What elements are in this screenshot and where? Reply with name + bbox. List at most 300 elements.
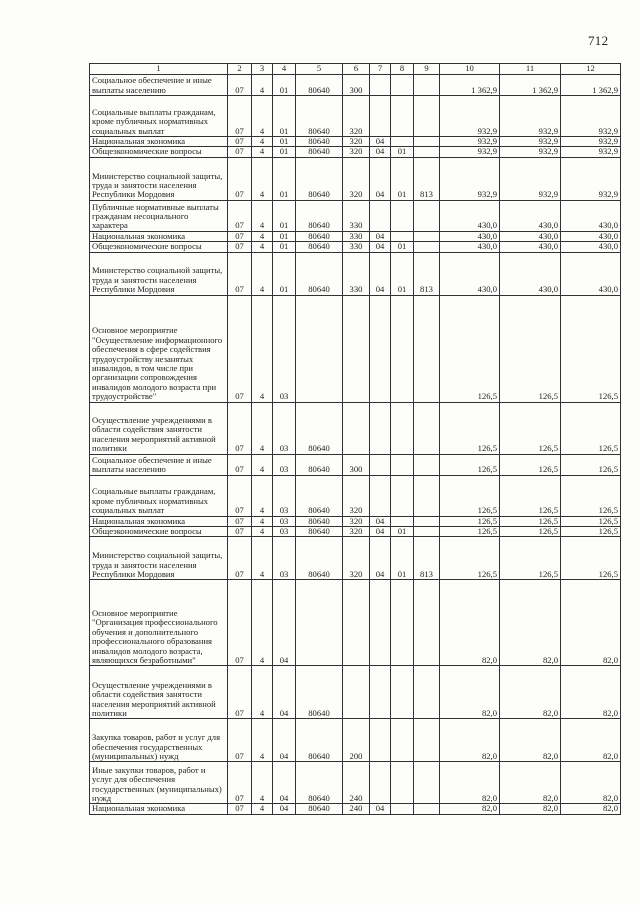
table-row [90,454,621,475]
code-cell [343,295,370,402]
cell-text: 126,5 [598,516,618,526]
code-cell [370,475,391,516]
amount-cell [500,242,561,252]
amount-cell [500,537,561,580]
cell-text: 430,0 [477,220,497,231]
cell-text: 4 [259,803,265,814]
code-cell [391,475,414,516]
amount-cell [561,75,621,96]
amount-cell [500,157,561,200]
table-row [90,537,621,580]
amount-cell [500,762,561,804]
cell-text: 07 [235,793,244,804]
row-name-text: Общеэкономические вопросы [92,241,202,252]
table-row [90,200,621,231]
amount-cell [440,96,500,137]
code-cell [228,527,252,537]
code-cell [228,804,252,814]
table-row [90,402,621,454]
code-cell [391,666,414,719]
code-cell [228,137,252,147]
cell-text: 80640 [308,793,330,804]
amount-cell [440,666,500,719]
code-cell [252,75,273,96]
code-cell [296,537,343,580]
cell-text: 07 [235,189,244,200]
cell-text: 4 [259,793,265,804]
code-cell [370,580,391,666]
amount-cell [500,75,561,96]
amount-cell [561,580,621,666]
cell-text: 80640 [308,516,330,526]
code-cell [228,242,252,252]
header-row [90,64,621,75]
amount-cell [440,580,500,666]
code-cell [252,147,273,157]
cell-text: 4 [259,751,265,762]
code-cell [296,516,343,526]
cell-text: 82,0 [602,803,618,814]
cell-text: 03 [279,443,289,454]
cell-text: 330 [349,284,363,295]
code-cell [296,580,343,666]
row-name-text: Закупка товаров, работ и услуг для обеспечения государственных (муниципальных) нужд [92,732,221,762]
cell-text: 430,0 [538,284,558,295]
code-cell [252,402,273,454]
table-row [90,719,621,762]
code-cell [391,527,414,537]
cell-text: 01 [397,146,407,157]
cell-text: 03 [279,464,289,475]
code-cell [343,580,370,666]
code-cell [414,252,440,295]
code-cell [414,454,440,475]
table-row [90,804,621,814]
code-cell [296,147,343,157]
code-cell [343,475,370,516]
cell-text: 932,9 [477,189,497,200]
code-cell [343,527,370,537]
cell-text: 07 [235,125,244,136]
code-cell [273,527,296,537]
code-cell [391,295,414,402]
cell-text: 07 [235,443,244,454]
row-name-text: Национальная экономика [92,231,186,241]
code-cell [228,252,252,295]
row-name-cell [90,719,228,762]
code-cell [370,75,391,96]
cell-text: 126,5 [538,391,558,402]
cell-text: 126,5 [598,526,618,537]
amount-cell [561,402,621,454]
code-cell [343,137,370,147]
cell-text: 200 [349,751,363,762]
amount-cell [500,231,561,241]
row-name-text: Социальные выплаты гражданам, кроме публичных нормативных социальных выплат [92,106,216,136]
cell-text: 4 [259,708,265,719]
code-cell [228,516,252,526]
amount-cell [561,231,621,241]
code-cell [228,537,252,580]
amount-cell [561,537,621,580]
table-row [90,527,621,537]
amount-cell [500,252,561,295]
code-cell [273,96,296,137]
amount-cell [440,200,500,231]
cell-text: 01 [279,125,289,136]
amount-cell [440,762,500,804]
cell-text: 04 [375,526,385,537]
cell-text: 430,0 [477,241,497,252]
row-name-cell [90,454,228,475]
row-name-cell [90,75,228,96]
code-cell [391,516,414,526]
code-cell [228,580,252,666]
code-cell [343,96,370,137]
amount-cell [500,516,561,526]
cell-text: 82,0 [481,803,497,814]
row-name-cell [90,231,228,241]
cell-text: 126,5 [477,569,497,580]
code-cell [273,157,296,200]
cell-text: 04 [279,803,289,814]
amount-cell [561,295,621,402]
budget-table [89,63,621,815]
cell-text: 04 [375,569,385,580]
cell-text: 813 [420,189,433,200]
code-cell [252,580,273,666]
cell-text: 07 [235,803,244,814]
cell-text: 80640 [308,220,330,231]
cell-text: 80640 [308,241,330,252]
cell-text: 126,5 [538,464,558,475]
cell-text: 03 [279,569,289,580]
code-cell [370,96,391,137]
code-cell [414,666,440,719]
cell-text: 03 [279,516,289,526]
code-cell [273,402,296,454]
amount-cell [500,527,561,537]
cell-text: 300 [349,84,363,95]
code-cell [296,231,343,241]
row-name-cell [90,537,228,580]
cell-text: 932,9 [477,125,497,136]
amount-cell [500,804,561,814]
cell-text: 07 [235,284,244,295]
cell-text: 82,0 [602,708,618,719]
code-cell [228,231,252,241]
amount-cell [440,516,500,526]
row-name-cell [90,242,228,252]
code-cell [414,580,440,666]
cell-text: 4 [259,241,265,252]
cell-text: 932,9 [538,146,558,157]
code-cell [391,75,414,96]
cell-text: 126,5 [598,391,618,402]
cell-text: 07 [235,751,244,762]
row-name-text: Осуществление учреждениями в области содействия занятости населения мероприятий активной политики [92,415,216,454]
row-name-cell [90,516,228,526]
amount-cell [440,402,500,454]
code-cell [252,537,273,580]
cell-text: 82,0 [481,655,497,666]
row-name-text: Министерство социальной защиты, труда и занятости населения Республики Мордовия [92,265,223,295]
cell-text: 430,0 [477,231,497,241]
cell-text: 82,0 [602,655,618,666]
cell-text: 300 [349,464,363,475]
code-cell [273,75,296,96]
cell-text: 932,9 [598,125,618,136]
code-cell [252,454,273,475]
cell-text: 430,0 [598,284,618,295]
header-cell: 9 [414,64,440,75]
cell-text: 430,0 [477,284,497,295]
row-name-cell [90,402,228,454]
cell-text: 04 [375,136,385,146]
row-name-cell [90,200,228,231]
code-cell [252,804,273,814]
amount-cell [440,295,500,402]
amount-cell [500,402,561,454]
row-name-text: Иные закупки товаров, работ и услуг для обеспечения государственных (муниципальных) нужд [92,764,222,804]
cell-text: 430,0 [538,241,558,252]
cell-text: 01 [279,231,289,241]
code-cell [391,137,414,147]
table-row [90,147,621,157]
code-cell [414,200,440,231]
cell-text: 430,0 [598,231,618,241]
table-row [90,475,621,516]
cell-text: 932,9 [477,136,497,146]
code-cell [228,200,252,231]
cell-text: 126,5 [538,443,558,454]
amount-cell [500,454,561,475]
cell-text: 07 [235,464,244,475]
cell-text: 04 [375,189,385,200]
code-cell [228,75,252,96]
code-cell [370,516,391,526]
code-cell [273,537,296,580]
cell-text: 07 [235,84,244,95]
code-cell [228,96,252,137]
amount-cell [561,147,621,157]
row-name-cell [90,157,228,200]
code-cell [414,157,440,200]
code-cell [343,537,370,580]
amount-cell [440,137,500,147]
code-cell [343,402,370,454]
row-name-cell [90,137,228,147]
header-cell: 8 [391,64,414,75]
code-cell [343,719,370,762]
amount-cell [500,200,561,231]
cell-text: 4 [259,84,265,95]
cell-text: 126,5 [538,505,558,516]
code-cell [296,200,343,231]
cell-text: 01 [279,241,289,252]
cell-text: 82,0 [481,751,497,762]
amount-cell [561,157,621,200]
cell-text: 82,0 [542,751,558,762]
amount-cell [440,537,500,580]
code-cell [391,454,414,475]
row-name-cell [90,147,228,157]
code-cell [228,402,252,454]
cell-text: 80640 [308,84,330,95]
code-cell [296,252,343,295]
amount-cell [440,242,500,252]
cell-text: 126,5 [477,391,497,402]
cell-text: 82,0 [542,803,558,814]
cell-text: 126,5 [477,516,497,526]
code-cell [343,454,370,475]
header-cell: 12 [561,64,621,75]
code-cell [252,475,273,516]
code-cell [228,475,252,516]
cell-text: 01 [397,189,407,200]
cell-text: 07 [235,569,244,580]
code-cell [273,804,296,814]
row-name-cell [90,295,228,402]
cell-text: 80640 [308,751,330,762]
cell-text: 07 [235,241,244,252]
amount-cell [561,454,621,475]
code-cell [296,137,343,147]
cell-text: 330 [349,241,363,252]
amount-cell [500,295,561,402]
amount-cell [500,96,561,137]
cell-text: 01 [397,526,407,537]
code-cell [343,762,370,804]
code-cell [370,537,391,580]
cell-text: 80640 [308,189,330,200]
code-cell [296,242,343,252]
code-cell [252,666,273,719]
code-cell [343,516,370,526]
code-cell [273,516,296,526]
code-cell [273,762,296,804]
code-cell [273,147,296,157]
row-name-cell [90,527,228,537]
code-cell [252,200,273,231]
cell-text: 320 [349,569,363,580]
code-cell [273,580,296,666]
code-cell [414,516,440,526]
code-cell [252,719,273,762]
header-cell: 3 [252,64,273,75]
table-row [90,75,621,96]
cell-text: 4 [259,125,265,136]
cell-text: 80640 [308,526,330,537]
table-row [90,666,621,719]
code-cell [228,147,252,157]
cell-text: 126,5 [477,464,497,475]
code-cell [273,295,296,402]
code-cell [343,666,370,719]
cell-text: 813 [420,284,433,295]
code-cell [391,719,414,762]
cell-text: 320 [349,125,363,136]
code-cell [414,537,440,580]
table-row [90,762,621,804]
code-cell [414,295,440,402]
cell-text: 80640 [308,136,330,146]
cell-text: 01 [397,284,407,295]
cell-text: 07 [235,655,244,666]
cell-text: 80640 [308,284,330,295]
table-row [90,231,621,241]
code-cell [370,252,391,295]
cell-text: 03 [279,391,289,402]
cell-text: 320 [349,146,363,157]
row-name-text: Национальная экономика [92,803,186,814]
header-cell: 5 [296,64,343,75]
amount-cell [500,580,561,666]
cell-text: 04 [375,284,385,295]
table-row [90,96,621,137]
row-name-cell [90,666,228,719]
code-cell [370,666,391,719]
code-cell [252,252,273,295]
cell-text: 126,5 [538,569,558,580]
code-cell [414,527,440,537]
cell-text: 01 [279,220,289,231]
cell-text: 80640 [308,231,330,241]
amount-cell [440,75,500,96]
cell-text: 07 [235,231,244,241]
code-cell [296,157,343,200]
cell-text: 80640 [308,505,330,516]
cell-text: 4 [259,464,265,475]
cell-text: 04 [279,655,289,666]
code-cell [391,200,414,231]
cell-text: 4 [259,284,265,295]
cell-text: 04 [279,708,289,719]
code-cell [370,137,391,147]
cell-text: 4 [259,526,265,537]
code-cell [343,252,370,295]
code-cell [273,666,296,719]
code-cell [391,804,414,814]
code-cell [343,231,370,241]
code-cell [370,762,391,804]
cell-text: 430,0 [538,231,558,241]
row-name-text: Осуществление учреждениями в области содействия занятости населения мероприятий активной политики [92,679,216,719]
cell-text: 03 [279,505,289,516]
cell-text: 1 362,9 [471,84,497,95]
code-cell [228,295,252,402]
amount-cell [561,137,621,147]
code-cell [296,454,343,475]
code-cell [370,157,391,200]
amount-cell [440,804,500,814]
code-cell [273,454,296,475]
amount-cell [561,719,621,762]
amount-cell [500,147,561,157]
code-cell [414,96,440,137]
code-cell [252,157,273,200]
code-cell [414,762,440,804]
cell-text: 80640 [308,803,330,814]
header-cell: 6 [343,64,370,75]
cell-text: 07 [235,708,244,719]
cell-text: 03 [279,526,289,537]
row-name-cell [90,96,228,137]
row-name-cell [90,475,228,516]
amount-cell [561,252,621,295]
row-name-cell [90,252,228,295]
cell-text: 07 [235,516,244,526]
